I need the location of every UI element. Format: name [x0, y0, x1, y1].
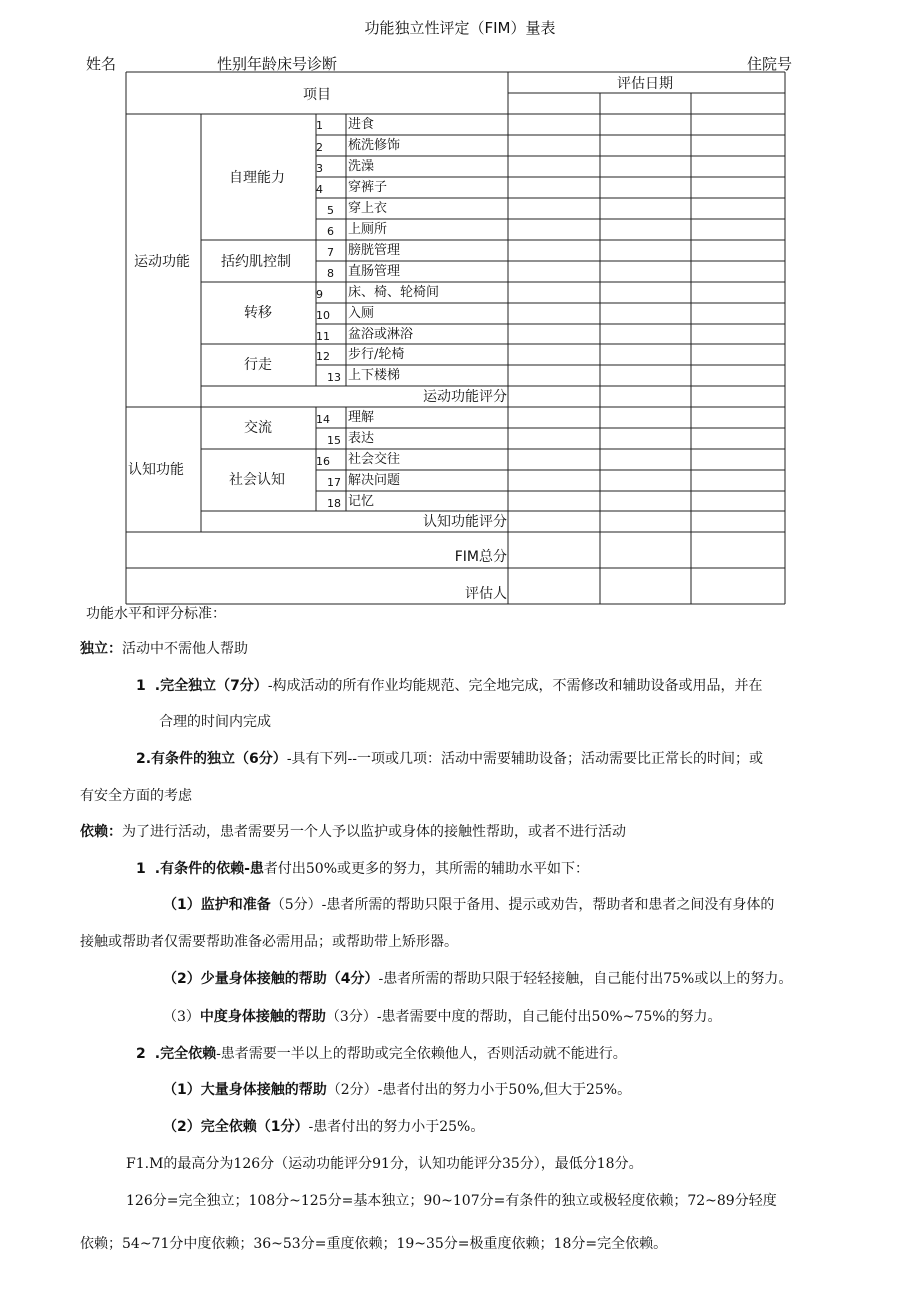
- c2-text2: 有安全方面的考虑: [80, 788, 192, 804]
- group-cognitive: 认知功能: [128, 462, 184, 478]
- c2-line: [136, 752, 763, 766]
- item-name: 床、椅、轮椅间: [348, 285, 440, 300]
- item-no: 11: [316, 330, 330, 343]
- item-name: 穿裤子: [348, 180, 388, 195]
- item-name: 膀胱管理: [348, 243, 401, 258]
- dependent-desc: 为了进行活动，患者需要另一个人予以监护或身体的接触性帮助，或者不进行活动: [122, 824, 626, 840]
- c2-title: 2.有条件的独立（6分）: [136, 751, 287, 767]
- independent-line: [80, 642, 248, 656]
- item-name: 理解: [348, 410, 375, 425]
- date-header: 评估日期: [617, 76, 673, 92]
- item-no: 2: [316, 141, 323, 154]
- d2a-text: （2分）-患者付出的努力小于50%,但大于25%。: [326, 1082, 632, 1098]
- item-no: 5: [327, 204, 334, 217]
- item-no: 6: [327, 225, 334, 238]
- item-name: 步行/轮椅: [348, 347, 405, 362]
- range-line-2: 依赖；54~71分中度依赖；36~53分=重度依赖；19~35分=极重度依赖；18分=完全依赖。: [80, 1236, 668, 1252]
- item-no: 9: [316, 288, 323, 301]
- range-line-1: 126分=完全独立；108分~125分=基本独立；90~107分=有条件的独立或极轻度依赖；72~89分轻度: [126, 1193, 777, 1209]
- item-header: 项目: [303, 87, 331, 103]
- item-no: 17: [327, 476, 341, 489]
- c1-text: -构成活动的所有作业均能规范、完全地完成，不需修改和辅助设备或用品，并在: [267, 678, 763, 694]
- motor-score-label: 运动功能评分: [423, 389, 507, 405]
- d2b-title: （2）完全依赖（1分）: [163, 1119, 309, 1135]
- d2b-text: -患者付出的努力小于25%。: [308, 1119, 485, 1135]
- item-name: 上下楼梯: [348, 368, 401, 383]
- item-name: 解决问题: [348, 473, 401, 488]
- item-no: 16: [316, 455, 330, 468]
- hospital-no-label: 住院号: [747, 55, 793, 73]
- independent-desc: 活动中不需他人帮助: [122, 641, 248, 657]
- item-no: 7: [327, 246, 334, 259]
- subgroup-social: 社会认知: [229, 472, 285, 488]
- d1a-text: -患者所需的帮助只限于备用、提示或劝告，帮助者和患者之间没有身体的: [321, 897, 775, 913]
- d1a-text2: 接触或帮助者仅需要帮助准备必需用品；或帮助带上矫形器。: [80, 934, 458, 950]
- d1-line: [136, 862, 589, 876]
- item-name: 进食: [348, 117, 375, 132]
- item-no: 18: [327, 497, 341, 510]
- subgroup-sphincter: 括约肌控制: [221, 254, 291, 270]
- d1a-score: （5分）: [270, 897, 322, 913]
- item-name: 上厕所: [348, 222, 388, 237]
- d1c-text: （3分）-患者需要中度的帮助，自己能付出50%~75%的努力。: [325, 1009, 722, 1025]
- d2a-line: [163, 1083, 631, 1097]
- d1b-line: [163, 972, 792, 986]
- d1b-title: （2）少量身体接触的帮助（4分）: [163, 971, 379, 987]
- d1c-title: 中度身体接触的帮助: [199, 1009, 326, 1025]
- item-no: 3: [316, 162, 323, 175]
- d1a-title: （1）监护和准备: [163, 897, 271, 913]
- c1-line: [136, 679, 763, 693]
- item-no: 12: [316, 350, 330, 363]
- fim-total-label: FIM总分: [454, 549, 507, 565]
- independent-label: 独立：: [80, 641, 122, 657]
- d2b-line: [163, 1120, 484, 1134]
- evaluator-label: 评估人: [465, 586, 507, 602]
- item-no: 8: [327, 267, 334, 280]
- item-name: 社会交往: [348, 452, 401, 467]
- item-name: 直肠管理: [348, 264, 401, 279]
- item-no: 10: [316, 309, 330, 322]
- d2a-title: （1）大量身体接触的帮助: [163, 1082, 327, 1098]
- item-name: 穿上衣: [348, 201, 388, 216]
- item-no: 1: [316, 119, 323, 132]
- dependent-line: [80, 825, 626, 839]
- d2-num: 2: [136, 1046, 146, 1062]
- d1b-text: -患者所需的帮助只限于轻轻接触，自己能付出75%或以上的努力。: [378, 971, 793, 987]
- subgroup-transfer: 转移: [244, 305, 272, 321]
- name-label: 姓名: [86, 55, 117, 73]
- item-no: 4: [316, 183, 323, 196]
- d1-title: .有条件的依赖-患: [154, 861, 264, 877]
- item-no: 14: [316, 413, 330, 426]
- cognitive-score-label: 认知功能评分: [423, 514, 507, 530]
- c1-text2: 合理的时间内完成: [159, 714, 271, 730]
- d1a-line: [163, 898, 774, 912]
- dependent-label: 依赖：: [80, 824, 122, 840]
- max-score-line: F1.M的最高分为126分（运动功能评分91分，认知功能评分35分），最低分18分。: [126, 1156, 643, 1172]
- item-no: 15: [327, 434, 341, 447]
- d2-line: [136, 1047, 627, 1061]
- d1-num: 1: [136, 861, 146, 877]
- page-title: 功能独立性评定（FIM）量表: [364, 19, 556, 37]
- item-name: 入厕: [348, 306, 375, 321]
- item-no: 13: [327, 371, 341, 384]
- c1-num: 1: [136, 678, 146, 694]
- d1c-prefix: （3）: [163, 1009, 200, 1025]
- subgroup-locomotion: 行走: [244, 357, 272, 373]
- subgroup-communication: 交流: [244, 420, 272, 436]
- item-name: 梳洗修饰: [348, 138, 401, 153]
- item-name: 表达: [348, 431, 375, 446]
- d1-text: 者付出50%或更多的努力，其所需的辅助水平如下：: [263, 861, 590, 877]
- d2-text: -患者需要一半以上的帮助或完全依赖他人，否则活动就不能进行。: [216, 1046, 627, 1062]
- item-name: 洗澡: [348, 159, 375, 174]
- item-name: 记忆: [348, 494, 375, 509]
- c2-text: -具有下列--一项或几项：活动中需要辅助设备；活动需要比正常长的时间；或: [286, 751, 764, 767]
- criteria-heading: 功能水平和评分标准：: [86, 606, 226, 622]
- group-motor: 运动功能: [134, 254, 190, 270]
- d2-title: .完全依赖: [154, 1046, 217, 1062]
- subgroup-self-care: 自理能力: [229, 170, 285, 186]
- item-name: 盆浴或淋浴: [348, 327, 414, 342]
- d1c-line: [163, 1010, 722, 1024]
- c1-title: .完全独立（7分）: [154, 678, 268, 694]
- info-labels: 性别年龄床号诊断: [217, 55, 338, 73]
